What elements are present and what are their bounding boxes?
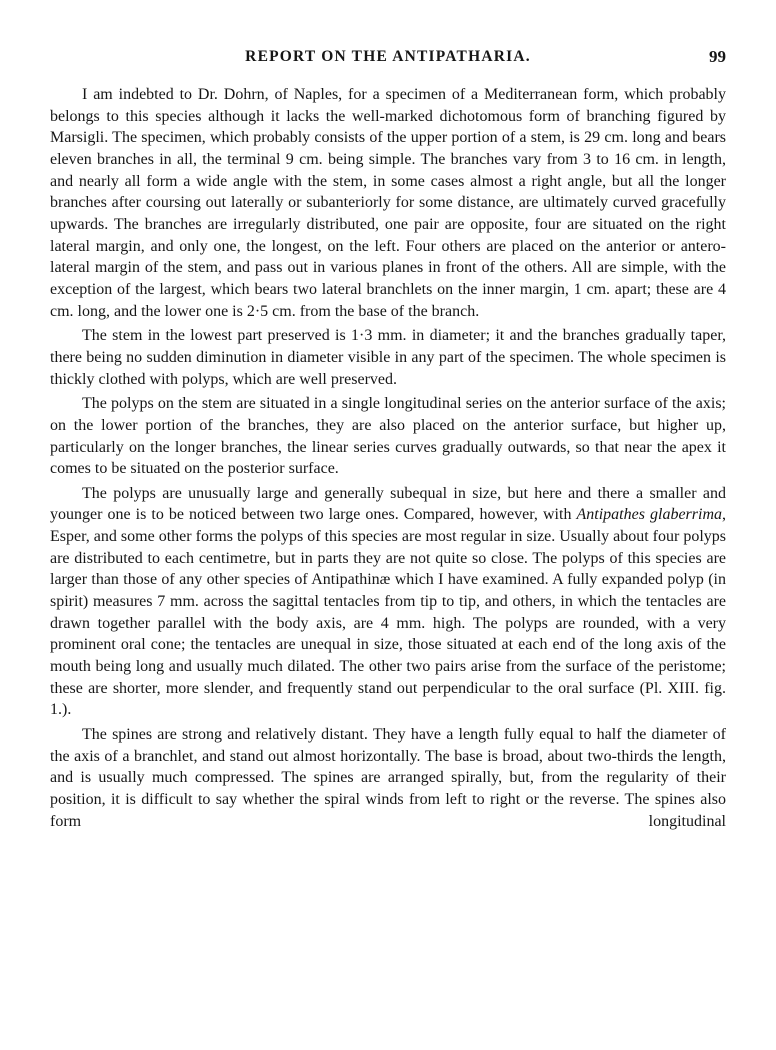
page-number: 99 — [709, 47, 726, 66]
species-name-italic: Antipathes glaberrima — [576, 506, 723, 524]
paragraph-stem: The stem in the lowest part preserved is 1·3 mm. in diameter; it and the branches gradually taper, there being no sudden diminution in diameter visible in any part of the specimen. The whole specimen is thickly clothed with polyps, which are well preserved. — [50, 327, 726, 388]
paragraph-polyp-size-after: , Esper, and some other forms the polyps of this species are most regular in size. Usually about four polyps are distributed to each centimetre, but in parts they are not quite so close. The polyps of this species are larger than those of any other species of Antipathinæ which I have examined. A fully expanded polyp (in spirit) measures 7 mm. across the sagittal tentacles from tip to tip, and others, in which the tentacles are drawn together parallel with the body axis, are 4 mm. high. The polyps are rounded, with a very prominent oral cone; the tentacles are unequal in size, those situated at each end of the long axis of the mouth being long and usually much dilated. The other two pairs arise from the surface of the peristome; these are shorter, more slender, and frequently stand out perpendicular to the oral surface (Pl. XIII. fig. 1.). — [50, 506, 727, 719]
page — [50, 42, 726, 835]
paragraph-polyp-size-before: The polyps are unusually large and generally subequal in size, but here and there a smaller and younger one is to be noticed between two large ones. Compared, however, with — [50, 484, 726, 524]
paragraph-spines: The spines are strong and relatively distant. They have a length fully equal to half the diameter of the axis of a branchlet, and stand out almost horizontally. The base is broad, about two-thirds the length, and is usually much compressed. The spines are arranged spirally, but, from the regularity of their position, it is difficult to say whether the spiral winds from left to right or the reverse. The spines also form longitudinal — [50, 726, 726, 830]
running-header — [50, 42, 726, 72]
running-title: REPORT ON THE ANTIPATHARIA. — [245, 48, 531, 65]
paragraph-polyp-size — [50, 483, 726, 721]
paragraph-dohrn-specimen: I am indebted to Dr. Dohrn, of Naples, for a specimen of a Mediterranean form, which probably belongs to this species although it lacks the well-marked dichotomous form of branching figured by Marsigli. The specimen, which probably consists of the upper portion of a stem, is 29 cm. long and bears eleven branches in all, the terminal 9 cm. being simple. The branches vary from 3 to 16 cm. in length, and nearly all form a wide angle with the stem, in some cases almost a right angle, but all the longer branches after coursing out laterally or subanteriorly for some distance, are ultimately curved gracefully upwards. The branches are irregularly distributed, one pair are opposite, four are situated on the right lateral margin, and only one, the longest, on the left. Four others are placed on the anterior or antero-lateral margin of the stem, and pass out in various planes in front of the others. All are simple, with the exception of the largest, which bears two lateral branchlets on the inner margin, 1 cm. apart; these are 4 cm. long, and the lower one is 2·5 cm. from the base of the branch. — [50, 86, 726, 320]
body-text — [50, 84, 726, 832]
paragraph-polyp-arrangement: The polyps on the stem are situated in a single longitudinal series on the anterior surface of the axis; on the lower portion of the branches, they are also placed on the anterior surface, but higher up, particularly on the longer branches, the linear series curves gradually outwards, so that near the apex it comes to be situated on the posterior surface. — [50, 395, 726, 478]
